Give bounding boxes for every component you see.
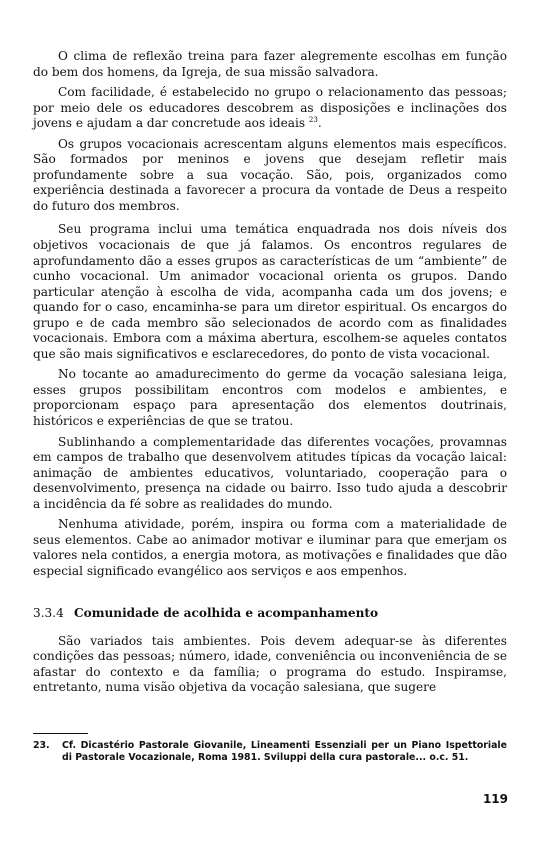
footnote	[33, 740, 507, 765]
paragraph-6: Sublinhando a complementaridade das diferentes vocações, provamnas em campos de trabalho que desenvolvem atitudes típicas da vocação laical: animação de ambientes educativos, voluntariado, cooperação para o desenvolvimento, presença na cidade ou bairro. Isso tudo ajuda a descobrir a incidência da fé sobre as realidades do mundo.	[33, 434, 507, 511]
paragraph-5: No tocante ao amadurecimento do germe da vocação salesiana leiga, esses grupos possibilitam encontros com modelos e ambientes, e proporcionam espaço para apresentação dos elementos doutrinais, históricos e experiências de que se tratou.	[33, 367, 507, 429]
paragraph-7: Nenhuma atividade, porém, inspira ou forma com a materialidade de seus elementos. Cabe ao animador motivar e iluminar para que emerjam os valores nela contidos, a energia motora, as motivações e finalidades que dão especial significado evangélico aos serviços e aos empenhos.	[33, 517, 507, 578]
page-number: 119	[482, 792, 508, 806]
footnote-number: 23.	[33, 740, 50, 751]
paragraph-2	[33, 85, 507, 132]
footnote-divider	[33, 733, 88, 734]
paragraph-2-end: .	[317, 116, 322, 131]
page-body	[33, 49, 507, 701]
paragraph-4: Seu programa inclui uma temática enquadrada nos dois níveis dos objetivos vocacionais de que já falamos. Os encontros regulares de aprofundamento dão a esses grupos as características de um “ambiente” de cunho vocacional. Um animador vocacional orienta os grupos. Dando particular atenção à escolha de vida, acompanha cada um dos jovens; e quando for o caso, encaminha-se para um diretor espiritual. Os encargos do grupo e de cada membro são selecionados de acordo com as finalidades vocacionais. Embora com a máxima abertura, escolhem-se aqueles contatos que são mais significativos e esclarecedores, do ponto de vista vocacional.	[33, 222, 507, 361]
footnote-reference[interactable]: 23	[308, 116, 318, 125]
section-paragraph: São variados tais ambientes. Pois devem adequar-se às diferentes condições das pessoas; número, idade, conveniência ou inconveniência de se afastar do contexto e da família; o programa do estudo. Inspiramse, entretanto, numa visão objetiva da vocação salesiana, que sugere	[33, 633, 507, 695]
section-title: Comunidade de acolhida e acompanhamento	[74, 605, 379, 620]
footnote-text: Cf. Dicastério Pastorale Giovanile, Lineamenti Essenziali per un Piano Ispettoriale di Pastorale Vocazionale, Roma 1981. Sviluppi della cura pastorale... o.c. 51.	[62, 740, 507, 764]
paragraph-1: O clima de reflexão treina para fazer alegremente escolhas em função do bem dos homens, da Igreja, de sua missão salvadora.	[33, 49, 507, 79]
paragraph-2-text: Com facilidade, é estabelecido no grupo o relacionamento das pessoas; por meio dele os educadores descobrem as disposições e inclinações dos jovens e ajudam a dar concretude aos ideais	[33, 85, 507, 131]
paragraph-3: Os grupos vocacionais acrescentam alguns elementos mais específicos. São formados por meninos e jovens que desejam refletir mais profundamente sobre a sua vocação. São, pois, organizados como experiência destinada a favorecer a procura da vontade de Deus a respeito do futuro dos membros.	[33, 136, 507, 213]
section-heading	[33, 606, 507, 620]
section-number: 3.3.4	[33, 605, 64, 620]
